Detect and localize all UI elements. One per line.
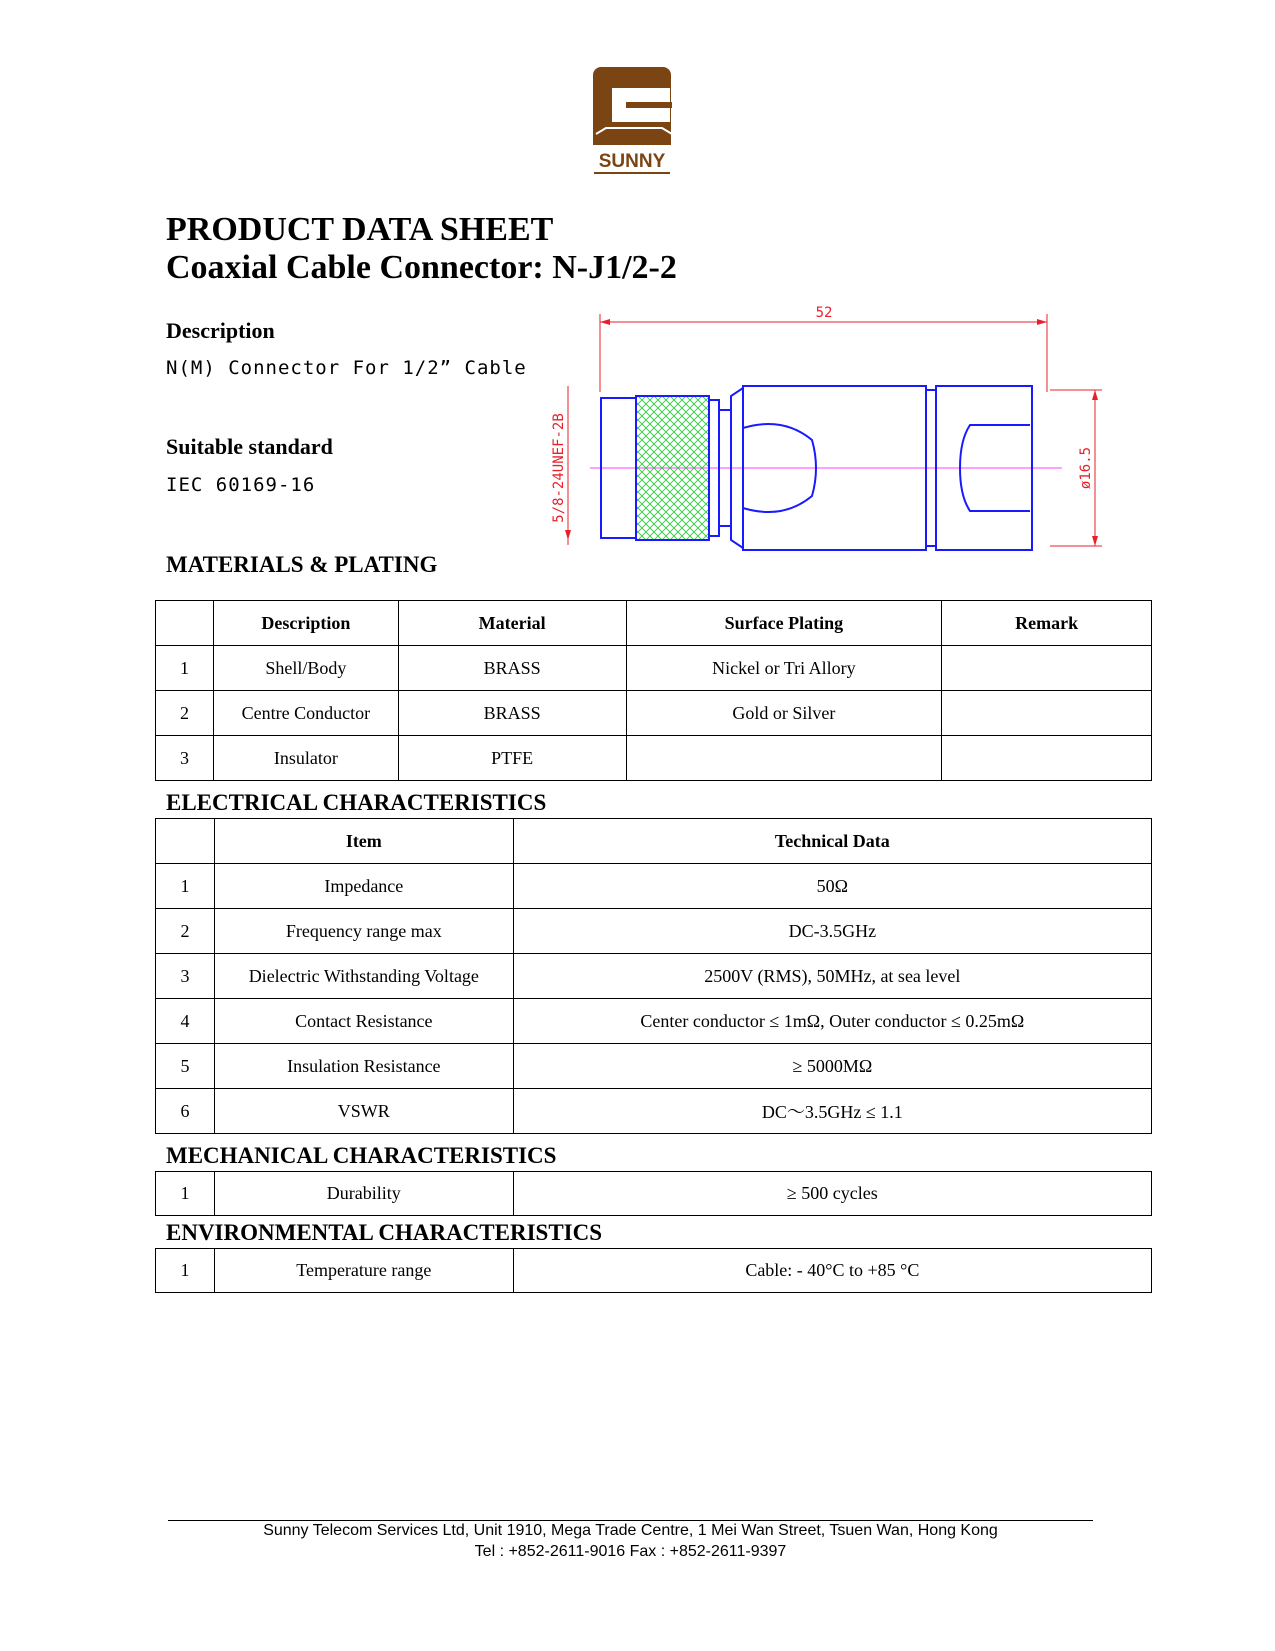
mechanical-item: Durability — [214, 1172, 513, 1216]
electrical-value: 50Ω — [513, 864, 1151, 909]
row-index: 3 — [156, 954, 215, 999]
electrical-item: Dielectric Withstanding Voltage — [214, 954, 513, 999]
row-index: 2 — [156, 691, 214, 736]
table-row — [156, 1249, 1152, 1293]
electrical-header-row — [156, 819, 1152, 864]
material-plating: Nickel or Tri Allory — [626, 646, 942, 691]
materials-header-row — [156, 601, 1152, 646]
product-title: Coaxial Cable Connector: N-J1/2-2 — [166, 249, 677, 286]
row-index: 1 — [156, 1249, 215, 1293]
material-name: BRASS — [398, 691, 626, 736]
table-row — [156, 1089, 1152, 1134]
electrical-item: VSWR — [214, 1089, 513, 1134]
row-index: 4 — [156, 999, 215, 1044]
footer-divider — [168, 1520, 1093, 1521]
dim-diameter-label: ø16.5 — [1078, 446, 1094, 490]
electrical-col-index — [156, 819, 215, 864]
material-remark — [942, 646, 1152, 691]
table-row — [156, 999, 1152, 1044]
table-row — [156, 864, 1152, 909]
electrical-table — [155, 818, 1152, 1134]
electrical-item: Insulation Resistance — [214, 1044, 513, 1089]
material-remark — [942, 691, 1152, 736]
row-index: 3 — [156, 736, 214, 781]
electrical-value: ≥ 5000MΩ — [513, 1044, 1151, 1089]
materials-col-remark: Remark — [942, 601, 1152, 646]
electrical-col-item: Item — [214, 819, 513, 864]
standard-heading: Suitable standard — [166, 434, 333, 459]
electrical-col-data: Technical Data — [513, 819, 1151, 864]
description-text: N(M) Connector For 1/2” Cable — [166, 357, 527, 379]
mechanical-value: ≥ 500 cycles — [513, 1172, 1151, 1216]
table-row — [156, 691, 1152, 736]
table-row — [156, 1044, 1152, 1089]
electrical-value: 2500V (RMS), 50MHz, at sea level — [513, 954, 1151, 999]
electrical-heading: ELECTRICAL CHARACTERISTICS — [166, 790, 547, 815]
material-description: Shell/Body — [213, 646, 398, 691]
table-row — [156, 1172, 1152, 1216]
electrical-item: Frequency range max — [214, 909, 513, 954]
description-heading: Description — [166, 318, 275, 343]
row-index: 1 — [156, 1172, 215, 1216]
table-row — [156, 646, 1152, 691]
materials-col-material: Material — [398, 601, 626, 646]
materials-col-index — [156, 601, 214, 646]
material-name: BRASS — [398, 646, 626, 691]
material-description: Centre Conductor — [213, 691, 398, 736]
environmental-table — [155, 1248, 1152, 1293]
material-name: PTFE — [398, 736, 626, 781]
footer-address: Sunny Telecom Services Ltd, Unit 1910, Mega Trade Centre, 1 Mei Wan Street, Tsuen Wan, Hong Kong — [263, 1522, 998, 1539]
row-index: 1 — [156, 864, 215, 909]
material-plating — [626, 736, 942, 781]
material-description: Insulator — [213, 736, 398, 781]
table-row — [156, 736, 1152, 781]
row-index: 5 — [156, 1044, 215, 1089]
connector-drawing — [550, 300, 1110, 580]
electrical-value: Center conductor ≤ 1mΩ, Outer conductor ≤ 0.25mΩ — [513, 999, 1151, 1044]
dim-length-label: 52 — [815, 305, 833, 321]
electrical-value: DC-3.5GHz — [513, 909, 1151, 954]
electrical-item: Contact Resistance — [214, 999, 513, 1044]
footer-contact: Tel : +852-2611-9016 Fax : +852-2611-9397 — [474, 1543, 787, 1560]
sunny-logo — [592, 66, 674, 178]
environmental-item: Temperature range — [214, 1249, 513, 1293]
materials-heading: MATERIALS & PLATING — [166, 552, 438, 577]
table-row — [156, 954, 1152, 999]
environmental-value: Cable: - 40°C to +85 °C — [513, 1249, 1151, 1293]
mechanical-heading: MECHANICAL CHARACTERISTICS — [166, 1143, 557, 1168]
material-remark — [942, 736, 1152, 781]
dim-thread-label: 5/8-24UNEF-2B — [551, 413, 567, 523]
materials-table — [155, 600, 1152, 781]
materials-col-description: Description — [213, 601, 398, 646]
materials-col-plating: Surface Plating — [626, 601, 942, 646]
row-index: 1 — [156, 646, 214, 691]
page-title: PRODUCT DATA SHEET — [166, 211, 554, 248]
standard-text: IEC 60169-16 — [166, 474, 316, 496]
electrical-item: Impedance — [214, 864, 513, 909]
mechanical-table — [155, 1171, 1152, 1216]
row-index: 6 — [156, 1089, 215, 1134]
material-plating: Gold or Silver — [626, 691, 942, 736]
row-index: 2 — [156, 909, 215, 954]
electrical-value: DC～3.5GHz ≤ 1.1 — [513, 1089, 1151, 1134]
environmental-heading: ENVIRONMENTAL CHARACTERISTICS — [166, 1220, 603, 1245]
logo-mark-icon — [592, 66, 674, 178]
logo-text: SUNNY — [598, 151, 666, 172]
table-row — [156, 909, 1152, 954]
